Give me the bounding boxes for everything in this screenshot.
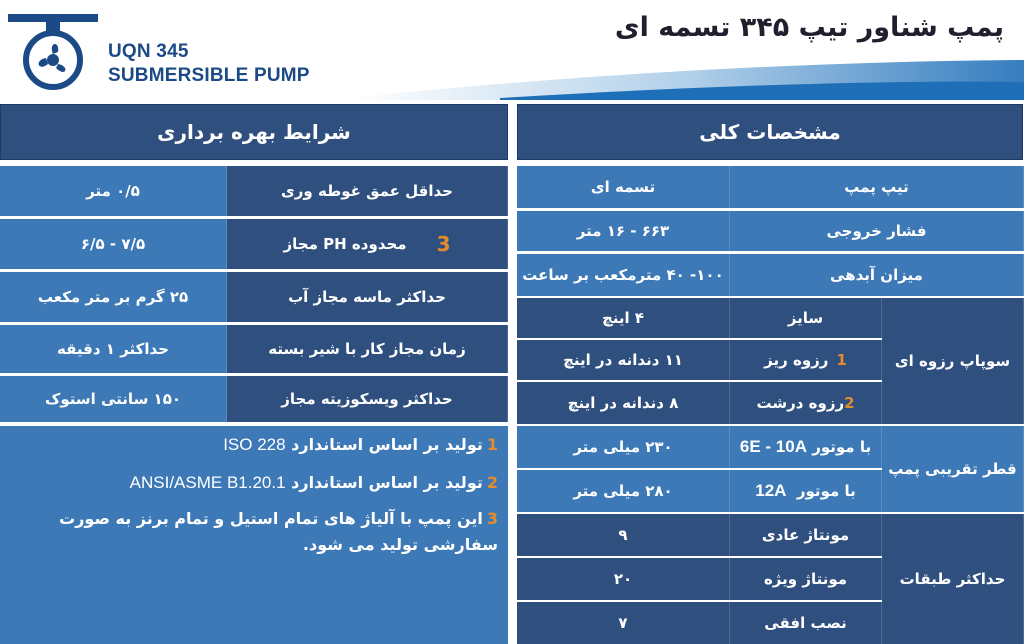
footnote-2 — [2, 470, 498, 496]
footnote-standard-code: ANSI/ASME B1.20.1 — [129, 473, 286, 492]
spec-label-motor-12a — [730, 470, 882, 512]
spec-value-special-assembly: ۲۰ — [517, 558, 730, 600]
footnote-text: تولید بر اساس استاندارد — [291, 435, 483, 454]
spec-value-fine-thread: ۱۱ دندانه در اینچ — [517, 340, 730, 380]
motor-model: 12A — [755, 481, 787, 500]
divider — [517, 164, 1024, 165]
op-label-closed-valve-time: زمان مجاز کار با شیر بسته — [227, 325, 508, 373]
divider — [0, 424, 508, 425]
divider — [0, 164, 508, 165]
spec-group-max-stages: حداکثر طبقات — [882, 514, 1024, 644]
brand-name — [108, 40, 310, 88]
op-value-ph-range: ۷/۵ - ۶/۵ — [0, 219, 227, 269]
motor-prefix: با موتور — [812, 438, 872, 456]
spec-label-head: فشار خروجی — [730, 211, 1024, 251]
spec-group-diameter: قطر تقریبی پمپ — [882, 426, 1024, 512]
footnote-text: تولید بر اساس استاندارد — [291, 473, 483, 492]
brand-line-2: SUBMERSIBLE PUMP — [108, 65, 310, 86]
op-label-max-sand: حداکثر ماسه مجاز آب — [227, 272, 508, 322]
footnote-marker: 3 — [486, 509, 498, 528]
footnote-marker: 2 — [486, 473, 498, 492]
footnotes-box — [0, 426, 508, 644]
brand-line-1: UQN 345 — [108, 41, 189, 62]
operating-conditions-heading: شرایط بهره برداری — [0, 104, 508, 160]
spec-label-special-assembly: مونتاژ ویژه — [730, 558, 882, 600]
op-label-ph-range-text: محدوده PH مجاز — [283, 235, 407, 253]
spec-label-size: سایز — [730, 298, 882, 338]
spec-value-coarse-thread: ۸ دندانه در اینچ — [517, 382, 730, 424]
spec-value-horizontal-install: ۷ — [517, 602, 730, 644]
spec-value-head: ۶۶۳ - ۱۶ متر — [517, 211, 730, 251]
footnote-1 — [2, 432, 498, 458]
op-label-max-viscosity: حداکثر ویسکوزیته مجاز — [227, 376, 508, 422]
op-value-max-sand: ۲۵ گرم بر متر مکعب — [0, 272, 227, 322]
motor-prefix: با موتور — [796, 482, 856, 500]
op-value-min-submergence: ۰/۵ متر — [0, 166, 227, 216]
spec-label-pump-type: تیپ پمپ — [730, 166, 1024, 208]
company-logo — [8, 4, 98, 94]
footnote-marker: 1 — [836, 351, 847, 369]
spec-value-normal-assembly: ۹ — [517, 514, 730, 556]
op-value-max-viscosity: ۱۵۰ سانتی استوک — [0, 376, 227, 422]
spec-label-flow: میزان آبدهی — [730, 254, 1024, 296]
spec-label-motor-6e10a — [730, 426, 882, 468]
spec-value-flow: ۱۰۰- ۴۰ مترمکعب بر ساعت — [517, 254, 730, 296]
footnote-standard-code: ISO 228 — [223, 435, 286, 454]
general-specs-heading: مشخصات کلی — [517, 104, 1023, 160]
op-label-ph-range — [227, 219, 508, 269]
spec-label-coarse-thread — [730, 382, 882, 424]
spec-value-motor-6e10a: ۲۳۰ میلی متر — [517, 426, 730, 468]
footnote-3 — [2, 506, 498, 558]
spec-value-motor-12a: ۲۸۰ میلی متر — [517, 470, 730, 512]
op-label-min-submergence: حداقل عمق غوطه وری — [227, 166, 508, 216]
motor-model: 6E - 10A — [739, 437, 807, 456]
spec-label-fine-thread-text: رزوه ریز — [764, 351, 829, 369]
spec-label-coarse-thread-text: رزوه درشت — [756, 394, 845, 412]
spec-label-fine-thread — [730, 340, 882, 380]
footnote-marker: 3 — [436, 232, 451, 256]
spec-value-pump-type: تسمه ای — [517, 166, 730, 208]
spec-value-size: ۴ اینچ — [517, 298, 730, 338]
footnote-marker: 2 — [844, 394, 855, 412]
footnote-text: این پمپ با آلیاژ های تمام استیل و تمام برنز به صورت سفارشی تولید می شود. — [59, 509, 498, 554]
page-title: پمپ شناور تیپ ۳۴۵ تسمه ای — [614, 12, 1004, 43]
footnote-marker: 1 — [486, 435, 498, 454]
spec-group-thread-valve: سوپاپ رزوه ای — [882, 298, 1024, 424]
spec-label-horizontal-install: نصب افقی — [730, 602, 882, 644]
op-value-closed-valve-time: حداکثر ۱ دقیقه — [0, 325, 227, 373]
spec-label-normal-assembly: مونتاژ عادی — [730, 514, 882, 556]
